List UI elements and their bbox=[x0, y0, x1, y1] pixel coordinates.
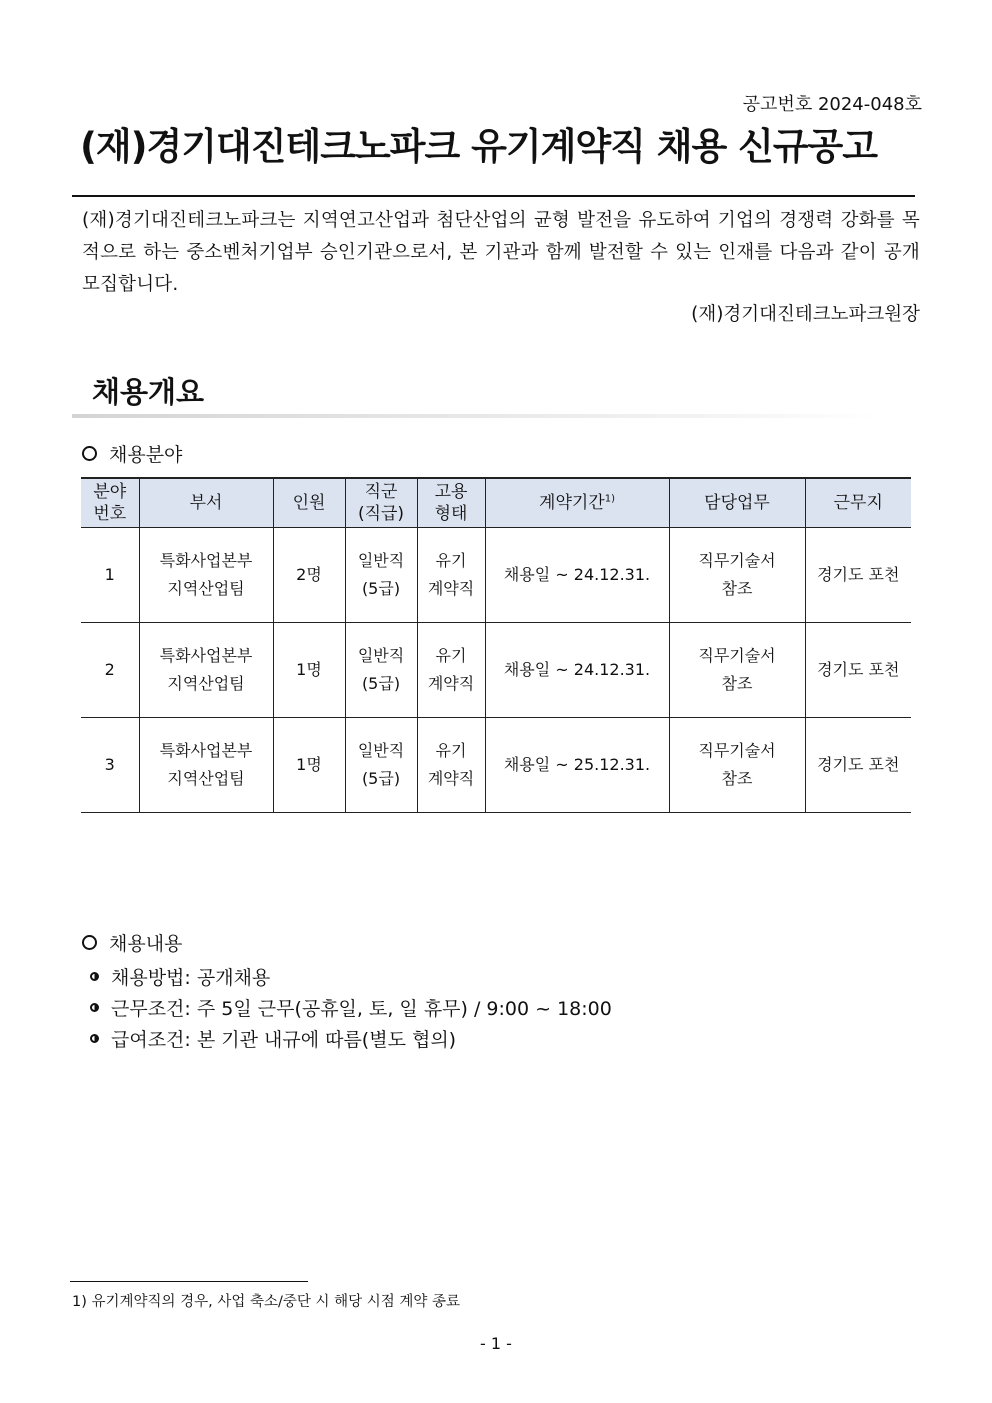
header-duty: 담당업무 bbox=[669, 478, 805, 528]
cell-no: 2 bbox=[81, 623, 139, 718]
cell-duty: 직무기술서 참조 bbox=[669, 623, 805, 718]
notice-number: 공고번호 2024-048호 bbox=[742, 94, 922, 115]
cell-employment-type: 유기 계약직 bbox=[417, 528, 485, 623]
header-grade: 직군 (직급) bbox=[345, 478, 417, 528]
list-item: 채용방법: 공개채용 bbox=[90, 961, 612, 992]
list-item: 급여조건: 본 기관 내규에 따름(별도 협의) bbox=[90, 1023, 612, 1054]
footnote: 1) 유기계약직의 경우, 사업 축소/중단 시 해당 시점 계약 종료 bbox=[72, 1294, 461, 1310]
cell-headcount: 1명 bbox=[273, 718, 345, 813]
cell-contract-period: 채용일 ~ 25.12.31. bbox=[485, 718, 669, 813]
footnote-mark: 1) bbox=[604, 493, 615, 505]
cell-employment-type: 유기 계약직 bbox=[417, 623, 485, 718]
recruit-table bbox=[81, 477, 911, 813]
title-divider bbox=[72, 195, 915, 197]
cell-department: 특화사업본부 지역산업팀 bbox=[139, 718, 273, 813]
cell-employment-type: 유기 계약직 bbox=[417, 718, 485, 813]
cell-location: 경기도 포천 bbox=[805, 623, 911, 718]
header-location: 근무지 bbox=[805, 478, 911, 528]
signature-line: (재)경기대진테크노파크원장 bbox=[691, 304, 920, 325]
cell-department: 특화사업본부 지역산업팀 bbox=[139, 623, 273, 718]
cell-no: 3 bbox=[81, 718, 139, 813]
cell-duty: 직무기술서 참조 bbox=[669, 528, 805, 623]
cell-contract-period: 채용일 ~ 24.12.31. bbox=[485, 623, 669, 718]
half-filled-circle-icon bbox=[90, 1003, 99, 1012]
footnote-divider bbox=[70, 1281, 308, 1282]
cell-grade: 일반직 (5급) bbox=[345, 718, 417, 813]
cell-headcount: 1명 bbox=[273, 623, 345, 718]
recruit-content-list bbox=[90, 961, 612, 1054]
half-filled-circle-icon bbox=[90, 972, 99, 981]
cell-contract-period: 채용일 ~ 24.12.31. bbox=[485, 528, 669, 623]
cell-grade: 일반직 (5급) bbox=[345, 623, 417, 718]
header-field-no: 분야 번호 bbox=[81, 478, 139, 528]
header-contract-period: 계약기간$^{1)}$ bbox=[485, 478, 669, 528]
page-number: - 1 - bbox=[480, 1334, 512, 1353]
circle-bullet-icon bbox=[82, 446, 97, 461]
subheading-label: 채용내용 bbox=[109, 933, 183, 955]
header-department: 부서 bbox=[139, 478, 273, 528]
cell-no: 1 bbox=[81, 528, 139, 623]
table-row bbox=[81, 528, 911, 623]
header-headcount: 인원 bbox=[273, 478, 345, 528]
cell-department: 특화사업본부 지역산업팀 bbox=[139, 528, 273, 623]
half-filled-circle-icon bbox=[90, 1034, 99, 1043]
table-header-row bbox=[81, 478, 911, 528]
cell-duty: 직무기술서 참조 bbox=[669, 718, 805, 813]
list-item: 근무조건: 주 5일 근무(공휴일, 토, 일 휴무) / 9:00 ~ 18:00 bbox=[90, 992, 612, 1023]
cell-location: 경기도 포천 bbox=[805, 528, 911, 623]
subheading-recruit-content bbox=[82, 929, 182, 956]
table-row bbox=[81, 718, 911, 813]
subheading-recruit-field bbox=[82, 440, 182, 467]
cell-headcount: 2명 bbox=[273, 528, 345, 623]
table-row bbox=[81, 623, 911, 718]
page-title: (재)경기대진테크노파크 유기계약직 채용 신규공고 bbox=[80, 125, 878, 168]
cell-grade: 일반직 (5급) bbox=[345, 528, 417, 623]
header-employment-type: 고용 형태 bbox=[417, 478, 485, 528]
circle-bullet-icon bbox=[82, 935, 97, 950]
intro-paragraph: (재)경기대진테크노파크는 지역연고산업과 첨단산업의 균형 발전을 유도하여 기업의 경쟁력 강화를 목적으로 하는 중소벤처기업부 승인기관으로서, 본 기관과 함께 발전할 수 있는 인재를 다음과 같이 공개 모집합니다. bbox=[82, 210, 920, 295]
cell-location: 경기도 포천 bbox=[805, 718, 911, 813]
section-title-overview: 채용개요 bbox=[92, 375, 205, 409]
subheading-label: 채용분야 bbox=[109, 444, 183, 466]
section-divider bbox=[72, 414, 882, 418]
